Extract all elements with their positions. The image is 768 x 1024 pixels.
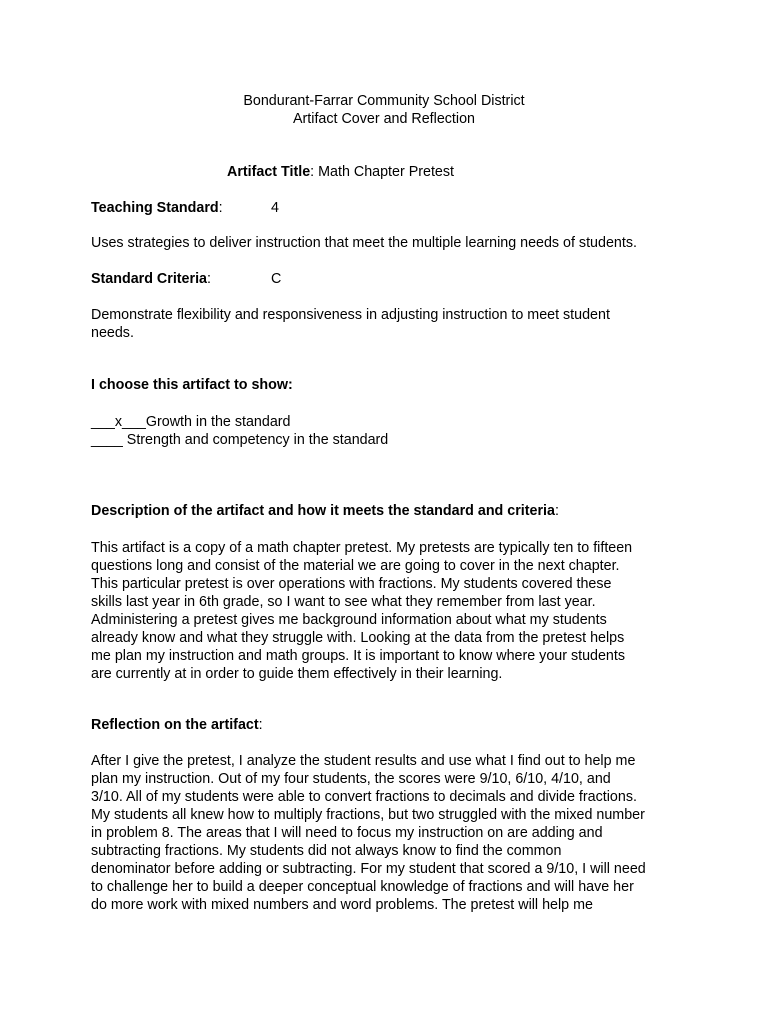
standard-criteria-label: Standard Criteria bbox=[91, 271, 207, 287]
artifact-title-line bbox=[227, 164, 454, 180]
reflection-body: After I give the pretest, I analyze the student results and use what I find out to help me plan my instruction. Out of my four students, the scores were 9/10, 6/10, 4/10, and 3/10. All of my students were able to convert fractions to decimals and divide fractions. My students all knew how to multiply fractions, but two struggled with the mixed number in problem 8. The areas that I will need to focus my instruction on are adding and subtracting fractions. My students did not always know to find the common denominator before adding or subtracting. For my student that scored a 9/10, I will need to challenge her to build a deeper conceptual knowledge of fractions and will have her do more work with mixed numbers and word problems. The pretest will help me bbox=[91, 753, 646, 913]
teaching-standard-sep: : bbox=[218, 200, 223, 216]
standard-criteria-line bbox=[91, 271, 211, 287]
standard-criteria-value: C bbox=[271, 271, 282, 287]
description-heading-text: Description of the artifact and how it meets the standard and criteria bbox=[91, 503, 555, 519]
choice-heading: I choose this artifact to show: bbox=[91, 377, 293, 393]
teaching-standard-label: Teaching Standard bbox=[91, 200, 219, 216]
option-growth: ___x___Growth in the standard bbox=[91, 414, 291, 430]
reflection-heading-sep: : bbox=[258, 717, 263, 733]
district-name: Bondurant-Farrar Community School District bbox=[243, 93, 525, 109]
standard-criteria-description: Demonstrate flexibility and responsiveness in adjusting instruction to meet student needs. bbox=[91, 307, 610, 341]
option-strength: ____ Strength and competency in the standard bbox=[91, 432, 389, 448]
teaching-standard-line bbox=[91, 200, 223, 216]
reflection-heading bbox=[91, 717, 263, 733]
teaching-standard-description: Uses strategies to deliver instruction that meet the multiple learning needs of students. bbox=[91, 235, 637, 251]
teaching-standard-value: 4 bbox=[271, 200, 279, 216]
document-subtitle: Artifact Cover and Reflection bbox=[293, 111, 475, 127]
description-body: This artifact is a copy of a math chapter pretest. My pretests are typically ten to fifteen questions long and consist of the material we are going to cover in the next chapter. This particular pretest is over operations with fractions. My students covered these skills last year in 6th grade, so I want to see what they remember from last year. Administering a pretest gives me background information about what my students already know and what they struggle with. Looking at the data from the pretest helps me plan my instruction and math groups. It is important to know where your students are currently at in order to guide them effectively in their learning. bbox=[91, 540, 633, 682]
description-heading bbox=[91, 503, 559, 519]
standard-criteria-sep: : bbox=[207, 271, 211, 287]
reflection-heading-text: Reflection on the artifact bbox=[91, 717, 259, 733]
description-heading-sep: : bbox=[554, 503, 559, 519]
artifact-title-label: Artifact Title bbox=[227, 164, 311, 180]
artifact-title-sep: : bbox=[310, 164, 319, 180]
artifact-title-value: Math Chapter Pretest bbox=[318, 164, 454, 180]
